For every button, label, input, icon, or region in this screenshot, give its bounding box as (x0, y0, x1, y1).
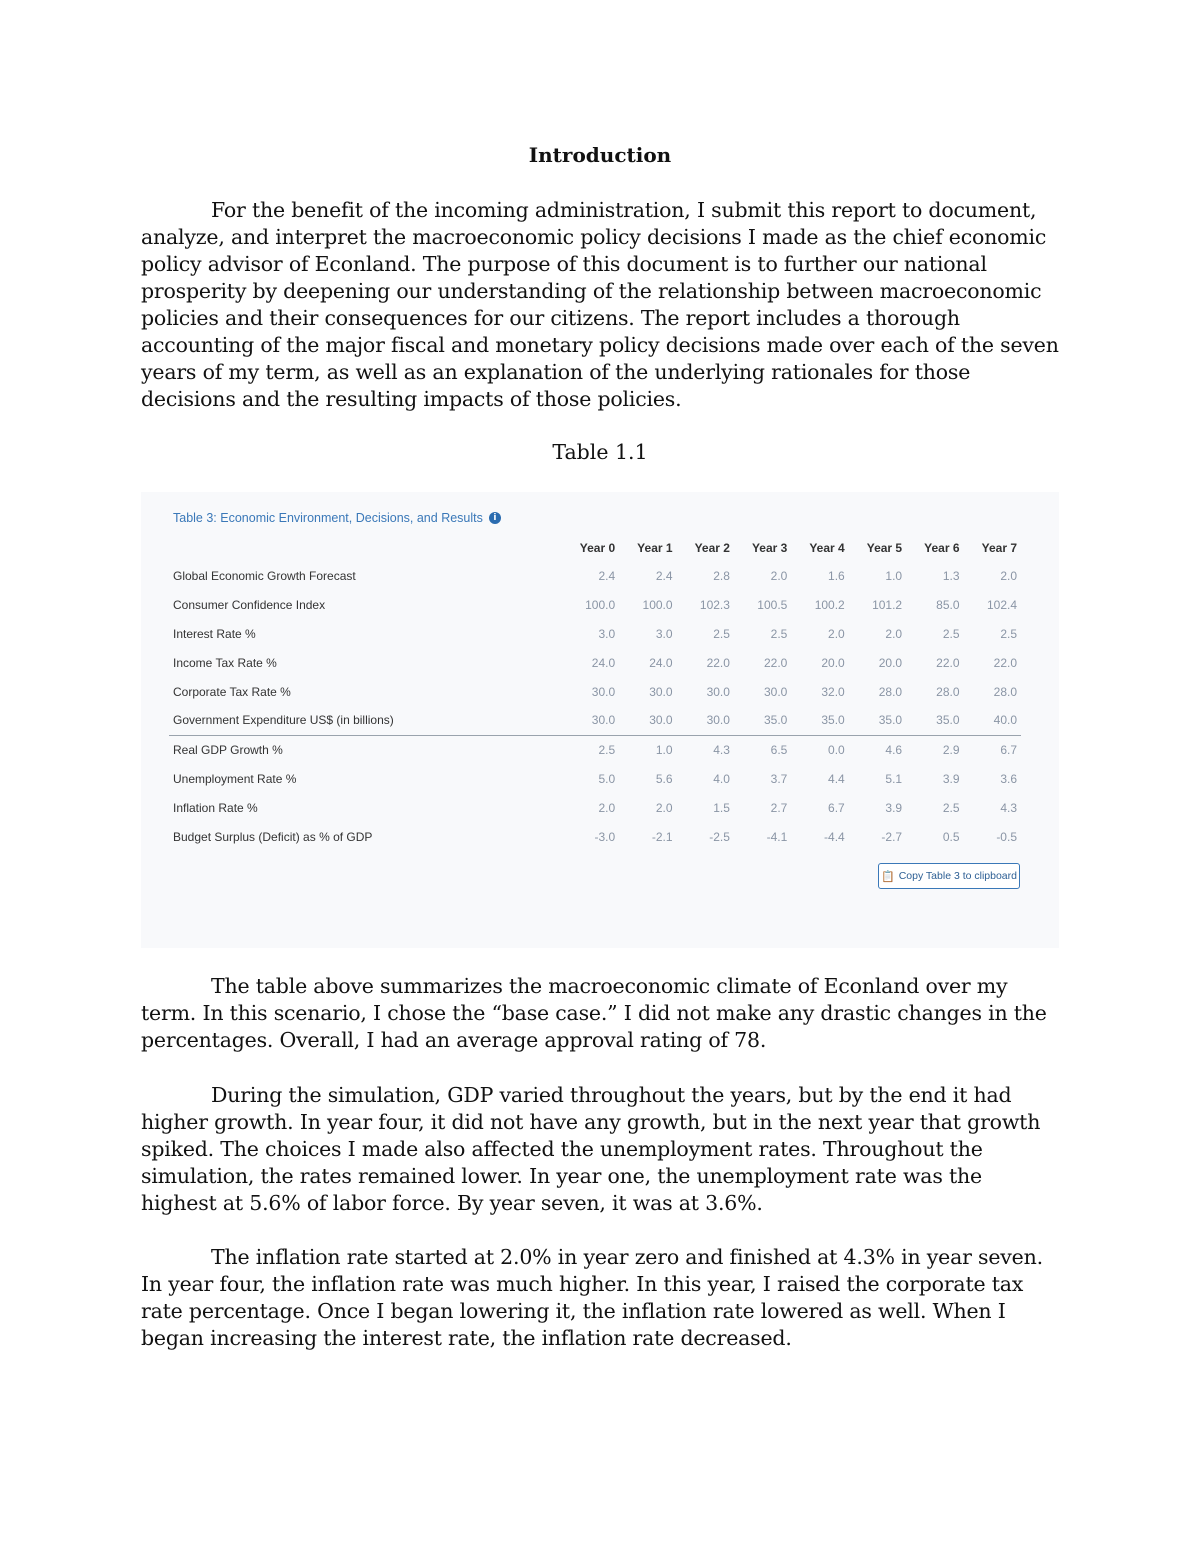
table-cell: 22.0 (993, 655, 1017, 670)
table-cell: -2.5 (709, 829, 730, 844)
header-year: Year 2 (694, 541, 730, 555)
table-cell: 2.5 (770, 626, 788, 641)
table-cell: 2.9 (906, 735, 963, 764)
inflation-paragraph: The inflation rate started at 2.0% in year zero and finished at 4.3% in year seven. In year four, the inflation rate was much higher. In this year, I raised the corporate tax rate percentage. Once I began lowering it, the inflation rate lowered as well. When I began increasing the interest rate, the inflation rate decreased. (141, 1245, 1043, 1350)
table-row (169, 648, 1021, 677)
table-cell: 30.0 (649, 713, 673, 728)
table-cell: 101.2 (872, 598, 903, 613)
panel-title: Table 3: Economic Environment, Decisions, and Results (173, 511, 483, 525)
table-cell: 2.5 (942, 800, 960, 815)
table-row (169, 620, 1021, 649)
table-cell: 22.0 (936, 655, 960, 670)
table-cell: 100.0 (585, 598, 616, 613)
header-year: Year 5 (866, 541, 903, 555)
table-cell: 20.0 (878, 655, 903, 670)
table-cell: 4.4 (828, 771, 845, 786)
table-cell: -2.7 (881, 829, 903, 844)
table-row (169, 677, 1021, 706)
row-label: Consumer Confidence Index (173, 598, 326, 613)
header-year: Year 0 (579, 541, 616, 555)
table-cell: 2.0 (885, 626, 903, 641)
gdp-paragraph: During the simulation, GDP varied throughout the years, but by the end it had higher growth. In year four, it did not have any growth, but in the next year that growth spiked. The choices I made also affected the unemployment rates. Throughout the simulation, the rates remained lower. In year one, the unemployment rate was the highest at 5.6% of labor force. By year seven, it was at 3.6%. (141, 1083, 1041, 1215)
table-cell: 4.6 (849, 735, 906, 764)
row-label: Interest Rate % (173, 626, 256, 641)
table-cell: 6.7 (828, 800, 845, 815)
table-cell: 2.5 (562, 735, 619, 764)
table-cell: 30.0 (706, 684, 730, 699)
table-row (169, 793, 1021, 822)
table-cell: -4.4 (824, 829, 845, 844)
table-row (169, 822, 1021, 851)
table-cell: 20.0 (821, 655, 845, 670)
table-cell: 30.0 (591, 713, 616, 728)
table-cell: 6.5 (734, 735, 791, 764)
table-cell: 100.2 (814, 598, 845, 613)
row-label: Government Expenditure US$ (in billions) (173, 713, 394, 728)
copy-table-button[interactable] (878, 863, 1020, 889)
table-cell: 4.3 (1000, 800, 1017, 815)
row-label: Budget Surplus (Deficit) as % of GDP (173, 829, 373, 844)
table-cell: 2.0 (828, 626, 845, 641)
table-cell: 5.1 (885, 771, 903, 786)
table-cell: 28.0 (993, 684, 1017, 699)
table-header-row (169, 534, 1021, 562)
table-cell: 0.5 (942, 829, 960, 844)
table-cell: 4.0 (713, 771, 730, 786)
table-cell: 1.0 (619, 735, 676, 764)
table-cell: 1.5 (713, 800, 730, 815)
table-cell: 102.3 (699, 598, 730, 613)
row-label: Global Economic Growth Forecast (173, 569, 356, 584)
clipboard-icon: 📋 (880, 869, 895, 883)
row-label: Income Tax Rate % (173, 655, 277, 670)
table-cell: 22.0 (763, 655, 788, 670)
table-cell: 3.0 (655, 626, 673, 641)
table-cell: 32.0 (821, 684, 845, 699)
table-cell: 24.0 (649, 655, 673, 670)
table-cell: 3.7 (770, 771, 788, 786)
table-row (169, 562, 1021, 591)
table-cell: 5.0 (598, 771, 616, 786)
table-row (169, 765, 1021, 794)
table-cell: 2.4 (598, 569, 616, 584)
table-cell: -0.5 (996, 829, 1017, 844)
table-row (169, 706, 1021, 735)
header-label-cell (169, 534, 562, 562)
table-cell: 1.6 (828, 569, 845, 584)
table-cell: 1.0 (885, 569, 903, 584)
copy-button-label: Copy Table 3 to clipboard (898, 870, 1017, 882)
table-cell: 2.5 (713, 626, 730, 641)
table-caption: Table 1.1 (552, 440, 648, 464)
intro-paragraph: For the benefit of the incoming administration, I submit this report to document, analyze, and interpret the macroeconomic policy decisions I made as the chief economic policy advisor of Econland. The purpose of this document is to further our national prosperity by deepening our understanding of the relationship between macroeconomic policies and their consequences for our citizens. The report includes a thorough accounting of the major fiscal and monetary policy decisions made over each of the seven years of my term, as well as an explanation of the underlying rationales for those decisions and the resulting impacts of those policies. (141, 198, 1059, 411)
table-screenshot-panel (141, 492, 1059, 948)
info-icon[interactable]: i (489, 512, 501, 524)
table-cell: 35.0 (763, 713, 788, 728)
table-cell: 85.0 (936, 598, 960, 613)
table-cell: 40.0 (993, 713, 1017, 728)
header-year: Year 6 (924, 541, 960, 555)
table-cell: 6.7 (964, 735, 1022, 764)
header-year: Year 3 (751, 541, 788, 555)
table-cell: 1.3 (942, 569, 960, 584)
header-year: Year 1 (637, 541, 673, 555)
table-cell: 2.0 (1000, 569, 1017, 584)
table-cell: 4.3 (677, 735, 734, 764)
table-cell: 2.5 (942, 626, 960, 641)
table-cell: 0.0 (791, 735, 848, 764)
table-cell: 30.0 (763, 684, 788, 699)
table-cell: 100.5 (757, 598, 788, 613)
table-cell: 3.0 (598, 626, 616, 641)
table-cell: 2.0 (655, 800, 673, 815)
table-cell: 2.5 (1000, 626, 1017, 641)
table-cell: 35.0 (936, 713, 960, 728)
header-year: Year 4 (809, 541, 845, 555)
table-cell: 24.0 (591, 655, 616, 670)
table-cell: 2.7 (770, 800, 788, 815)
row-label: Real GDP Growth % (169, 735, 562, 764)
table-cell: 2.4 (655, 569, 673, 584)
page-heading: Introduction (528, 143, 672, 167)
table-cell: 2.8 (713, 569, 730, 584)
table-cell: -2.1 (651, 829, 673, 844)
table-cell: 5.6 (655, 771, 673, 786)
economic-results-table (169, 534, 1021, 851)
row-label: Unemployment Rate % (173, 771, 297, 786)
table-cell: 30.0 (649, 684, 673, 699)
table-cell: 35.0 (821, 713, 845, 728)
panel-title-row (173, 511, 501, 525)
table-cell: 35.0 (878, 713, 903, 728)
table-cell: 3.9 (942, 771, 960, 786)
table-cell: 102.4 (986, 598, 1017, 613)
table-row (169, 735, 1021, 764)
row-label: Inflation Rate % (173, 800, 258, 815)
header-year: Year 7 (981, 541, 1017, 555)
table-cell: 3.6 (1000, 771, 1017, 786)
table-cell: -4.1 (766, 829, 788, 844)
table-cell: 100.0 (642, 598, 673, 613)
table-cell: 3.9 (885, 800, 903, 815)
table-cell: 22.0 (706, 655, 730, 670)
table-cell: 28.0 (878, 684, 903, 699)
row-label: Corporate Tax Rate % (173, 684, 291, 699)
table-cell: -3.0 (594, 829, 616, 844)
table-cell: 30.0 (706, 713, 730, 728)
table-cell: 2.0 (770, 569, 788, 584)
table-cell: 30.0 (591, 684, 616, 699)
table-cell: 2.0 (598, 800, 616, 815)
table-row (169, 591, 1021, 620)
summary-paragraph: The table above summarizes the macroeconomic climate of Econland over my term. In this scenario, I chose the “base case.” I did not make any drastic changes in the percentages. Overall, I had an average approval rating of 78. (141, 974, 1047, 1052)
table-cell: 28.0 (936, 684, 960, 699)
